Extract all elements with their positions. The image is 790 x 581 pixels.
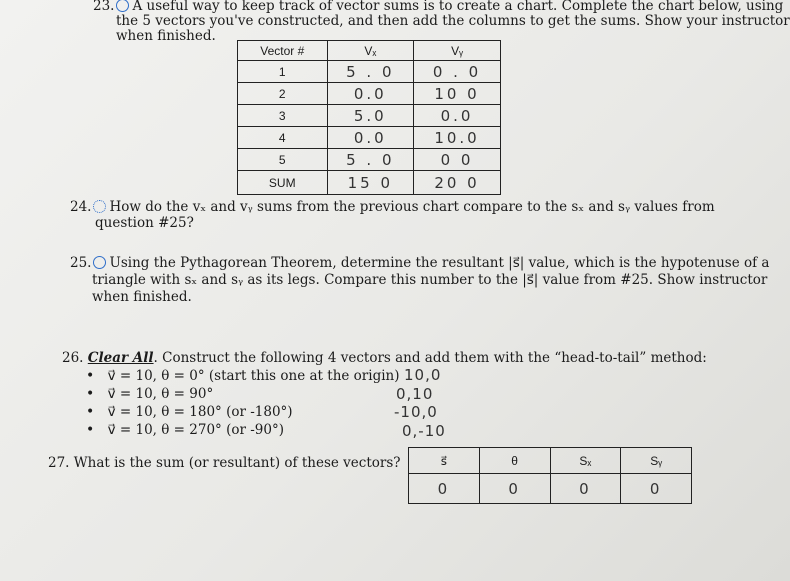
table-header-row	[238, 41, 501, 61]
row-vy: 0 0	[414, 149, 501, 171]
table-row	[238, 149, 501, 171]
q26-heading: 26. Clear All. Construct the following 4 vectors and add them with the “head-to-tail” method:	[62, 350, 707, 366]
row-number: 5	[238, 149, 328, 171]
vector-table	[237, 40, 501, 195]
handwritten-answer: 0,-10	[402, 422, 446, 440]
header-vy: Vᵧ	[414, 41, 501, 61]
q23-line2: the 5 vectors you've constructed, and then add the columns to get the sums. Show your instructor	[116, 13, 790, 29]
answer-theta: 0	[479, 474, 550, 504]
q23-line3: when finished.	[116, 28, 216, 44]
sum-label: SUM	[238, 171, 328, 195]
row-number: 2	[238, 83, 328, 105]
table-row	[238, 105, 501, 127]
q26-item-3: • v⃗ = 10, θ = 180° (or -180°)	[86, 404, 293, 420]
header-s: s⃗	[409, 448, 480, 474]
gear-icon	[93, 200, 106, 213]
table-row	[238, 61, 501, 83]
table-row	[238, 83, 501, 105]
answer-s: 0	[409, 474, 480, 504]
q24-line2: question #25?	[95, 215, 194, 231]
status-circle-icon	[93, 256, 106, 269]
row-vx: 5 . 0	[327, 61, 414, 83]
handwritten-answer: 10,0	[404, 366, 442, 384]
q26-number: 26.	[62, 350, 84, 366]
row-vy: 10 0	[414, 83, 501, 105]
sum-vy: 20 0	[414, 171, 501, 195]
status-circle-icon	[116, 0, 129, 12]
row-vy: 0 . 0	[414, 61, 501, 83]
answer-sy: 0	[621, 474, 692, 504]
header-sy: Sᵧ	[621, 448, 692, 474]
header-vector-number: Vector #	[238, 41, 328, 61]
row-vx: 0.0	[327, 83, 414, 105]
q26-item-1: • v⃗ = 10, θ = 0° (start this one at the origin)	[86, 368, 400, 384]
q27-question: 27. What is the sum (or resultant) of these vectors?	[48, 455, 401, 471]
resultant-answer-row	[409, 474, 692, 504]
row-number: 4	[238, 127, 328, 149]
row-vy: 10.0	[414, 127, 501, 149]
clear-all-link: Clear All	[87, 350, 154, 366]
row-vx: 5.0	[327, 105, 414, 127]
q24-line1: 24. How do the vₓ and vᵧ sums from the previous chart compare to the sₓ and sᵧ values from	[70, 199, 715, 215]
table-row	[238, 127, 501, 149]
q25-number: 25.	[70, 255, 92, 271]
row-number: 1	[238, 61, 328, 83]
row-number: 3	[238, 105, 328, 127]
row-vx: 5 . 0	[327, 149, 414, 171]
header-sx: Sₓ	[550, 448, 621, 474]
sum-vx: 15 0	[327, 171, 414, 195]
answer-sx: 0	[550, 474, 621, 504]
resultant-header-row	[409, 448, 692, 474]
q25-line1: 25. Using the Pythagorean Theorem, determine the resultant |s⃗| value, which is the hypotenuse of a	[70, 255, 770, 271]
handwritten-answer: -10,0	[394, 403, 438, 421]
sum-row	[238, 171, 501, 195]
header-vx: Vₓ	[327, 41, 414, 61]
handwritten-answer: 0,10	[396, 385, 434, 403]
row-vx: 0.0	[327, 127, 414, 149]
q24-number: 24.	[70, 199, 92, 215]
resultant-table	[408, 447, 692, 504]
q25-line3: when finished.	[92, 289, 192, 305]
q25-line2: triangle with sₓ and sᵧ as its legs. Compare this number to the |s⃗| value from #25. Show instructor	[92, 272, 768, 288]
row-vy: 0.0	[414, 105, 501, 127]
q23-number: 23.	[93, 0, 115, 14]
header-theta: θ	[479, 448, 550, 474]
q26-item-2: • v⃗ = 10, θ = 90°	[86, 386, 214, 402]
q23-line1: 23. A useful way to keep track of vector sums is to create a chart. Complete the chart below, using	[93, 0, 784, 14]
q26-item-4: • v⃗ = 10, θ = 270° (or -90°)	[86, 422, 284, 438]
